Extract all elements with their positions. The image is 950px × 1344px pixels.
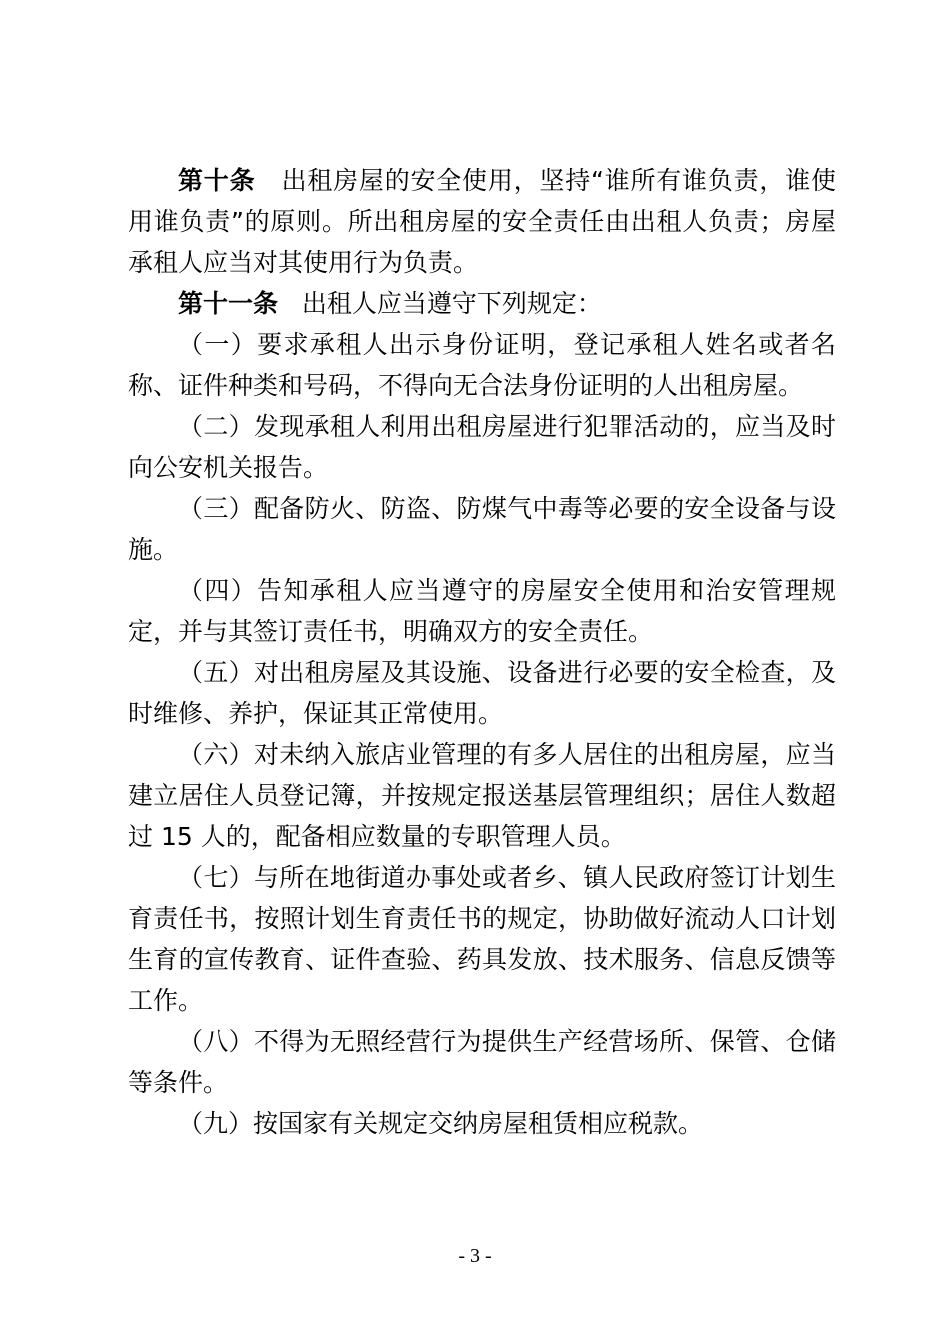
list-item-7: （七）与所在地街道办事处或者乡、镇人民政府签订计划生育责任书，按照计划生育责任书的规定，协助做好流动人口计划生育的宣传教育、证件查验、药具发放、技术服务、信息反馈等工作。 [128, 863, 836, 1015]
article-10-text: 出租房屋的安全使用，坚持“谁所有谁负责，谁使用谁负责”的原则。所出租房屋的安全责任由出租人负责；房屋承租人应当对其使用行为负责。 [128, 166, 836, 277]
list-item-9: （九）按国家有关规定交纳房屋租赁相应税款。 [178, 1109, 704, 1138]
list-item-3: （三）配备防火、防盗、防煤气中毒等必要的安全设备与设施。 [128, 494, 836, 564]
article-11-label: 第十一条 [178, 289, 279, 318]
list-item-4: （四）告知承租人应当遵守的房屋安全使用和治安管理规定，并与其签订责任书，明确双方的安全责任。 [128, 576, 836, 646]
article-gap [255, 166, 281, 195]
article-10 [128, 160, 836, 283]
article-11 [128, 283, 836, 324]
list-item-2: （二）发现承租人利用出租房屋进行犯罪活动的，应当及时向公安机关报告。 [128, 412, 836, 482]
article-10-label: 第十条 [178, 166, 256, 195]
document-body [128, 160, 836, 1144]
article-11-text: 出租人应当遵守下列规定： [301, 289, 602, 318]
page-number: - 3 - [458, 1245, 492, 1267]
list-item-5: （五）对出租房屋及其设施、设备进行必要的安全检查，及时维修、养护，保证其正常使用。 [128, 658, 836, 728]
list-item-8: （八）不得为无照经营行为提供生产经营场所、保管、仓储等条件。 [128, 1027, 836, 1097]
list-item-6: （六）对未纳入旅店业管理的有多人居住的出租房屋，应当建立居住人员登记簿，并按规定报送基层管理组织；居住人数超过 15 人的，配备相应数量的专职管理人员。 [128, 740, 836, 851]
list-item-1: （一）要求承租人出示身份证明，登记承租人姓名或者名称、证件种类和号码，不得向无合法身份证明的人出租房屋。 [128, 330, 836, 400]
article-gap [278, 289, 302, 318]
